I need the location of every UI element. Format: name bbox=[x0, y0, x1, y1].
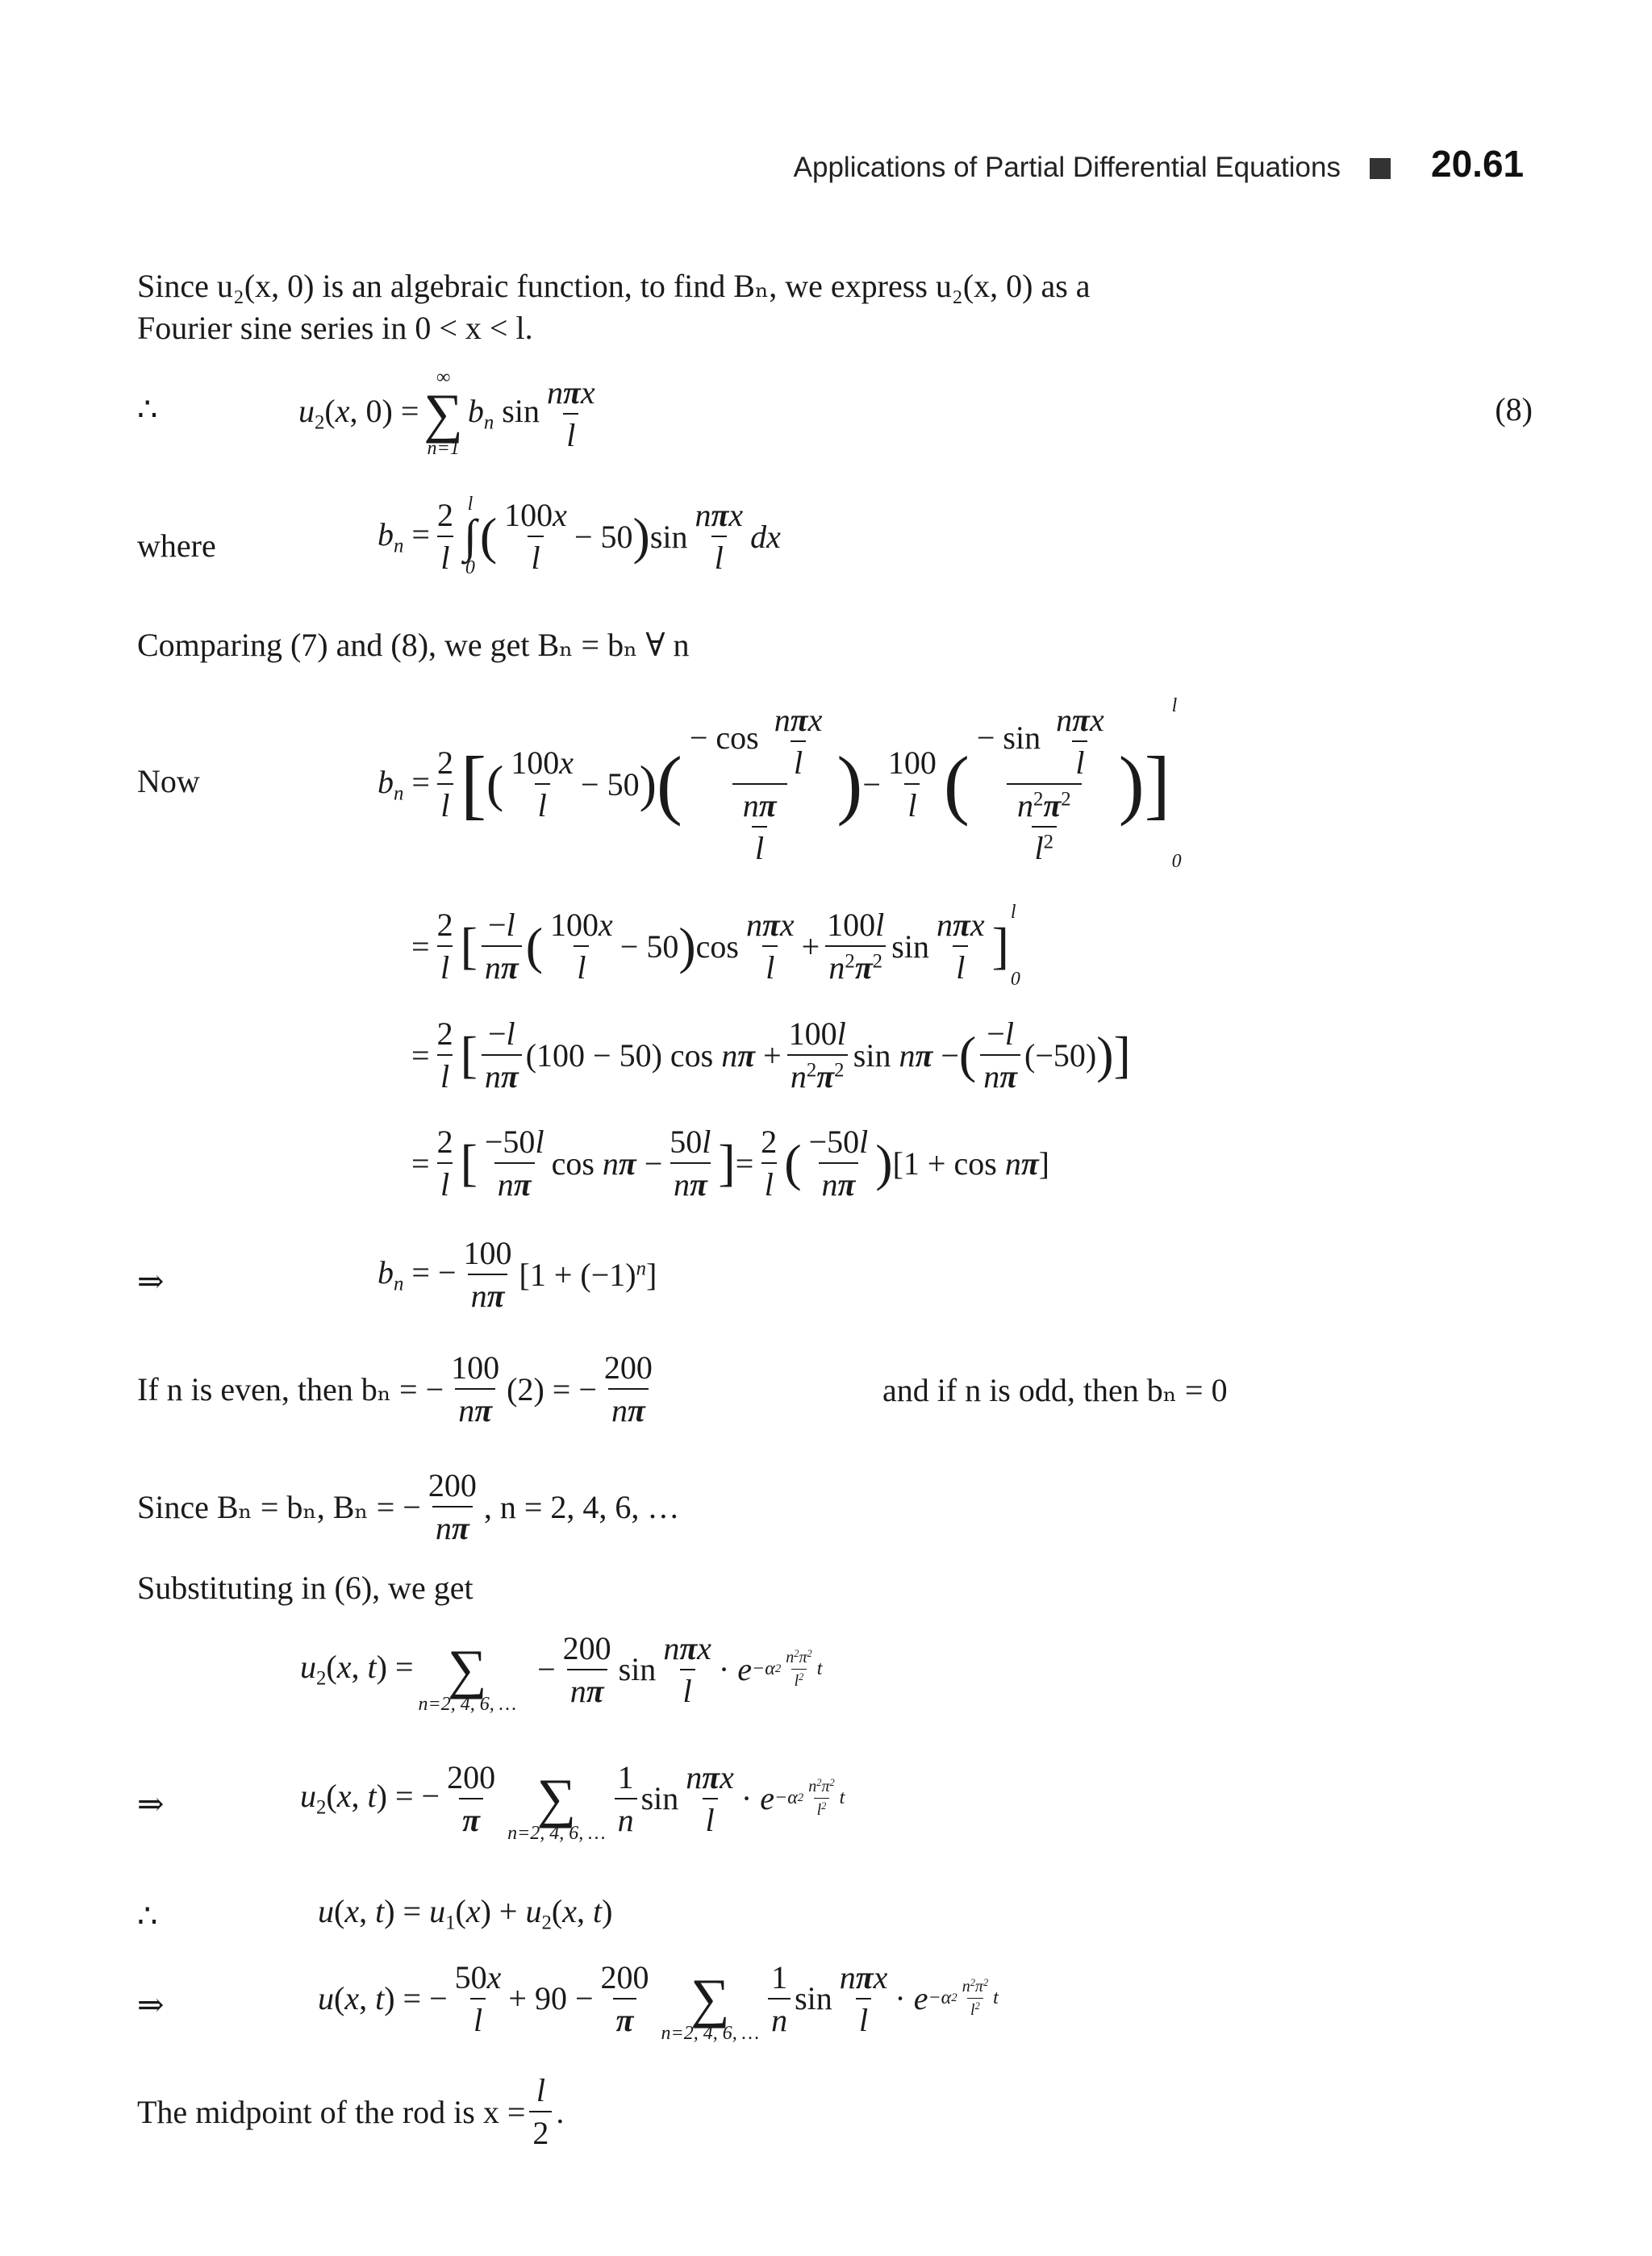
equation-bn-parts: $b_n$ = $\frac{2}{l}$ [ ( $\frac{100x}{l}$ − 50 ) ( − cos $\frac{\text{nπx}}{l}$ $\frac{n\pi}{l}$ ) − $\frac{100}{l}$ ( − sin $\frac{\text{nπx}}{l}$ $\frac{n^2\pi^2}{l^2}$ ) ] l 0 bbox=[378, 695, 1182, 872]
since-B-text: Since Bₙ = bₙ, Bₙ = − bbox=[137, 1488, 421, 1525]
equation-number-8: (8) bbox=[1495, 391, 1533, 427]
midpoint-line: The midpoint of the rod is x = $\frac{l}{2}$ . bbox=[137, 2072, 565, 2151]
if-even-text: If n is even, then bₙ = bbox=[137, 1370, 418, 1407]
equation-bn-integral: $b_n$ = $\frac{2}{l}$ l ∫ 0 ( $\frac{100x}{l}$ − 50 ) sin $\frac{\text{nπx}}{l}$ dx bbox=[378, 494, 781, 579]
intro-line-1: Since u₂(x, 0) is an algebraic function, to find Bₙ, we express u₂(x, 0) as a bbox=[137, 268, 1091, 304]
if-odd-text: and if n is odd, then bₙ = 0 bbox=[882, 1372, 1228, 1408]
now-label: Now bbox=[137, 763, 200, 799]
equation-u2-factored: $u_2(x$, t) = − $\frac{200}{\pi}$ ∑ n=2, 4, 6, … $\frac{1}{n}$ sin $\frac{\text{nπx}}{l}$ · e −α 2 $\frac{n^2\pi^2}{l^2}$ t bbox=[300, 1758, 845, 1845]
where-label: where bbox=[137, 528, 216, 564]
comparing-line: Comparing (7) and (8), we get Bₙ = bₙ ∀ n bbox=[137, 627, 690, 663]
equation-u2-series: $u_2(x$, t) = ∑ n=2, 4, 6, … − $\frac{200}{n\pi}$ sin $\frac{\text{nπx}}{l}$ · e −α 2 $\frac{n^2\pi^2}{l^2}$ t bbox=[300, 1629, 823, 1716]
therefore-symbol-1: ∴ bbox=[137, 391, 158, 427]
header-square-icon bbox=[1370, 158, 1391, 179]
equation-u-sum: u(x, $t) = u_1(x) + u_2(x$, t) bbox=[318, 1893, 613, 1934]
substituting-line: Substituting in (6), we get bbox=[137, 1570, 473, 1606]
running-title: Applications of Partial Differential Equations bbox=[793, 152, 1341, 183]
implies-symbol-3: ⇒ bbox=[137, 1987, 165, 2023]
equation-Bn: Since Bₙ = bₙ, Bₙ = − $\frac{200}{n\pi}$ , n = 2, 4, 6, … bbox=[137, 1467, 680, 1546]
equation-8: $u_2(x$, 0) = ∞ ∑ n=1 $b_n$ sin $\frac{\text{nπx}}{l}$ bbox=[298, 367, 595, 460]
equation-bn-result: $b_n$ = − $\frac{100}{n\pi}$ $[1 + (-1)^n]$ bbox=[378, 1235, 657, 1314]
equation-step-2: = $\frac{2}{l}$ [ $\frac{-l}{n\pi}$ ( $\frac{100x}{l}$ − 50 ) cos $\frac{\text{nπx}}{l}$ + $\frac{100l}{n^2\pi^2}$ sin $\frac{\text{nπx}}{l}$ ] l 0 bbox=[411, 902, 1020, 990]
equation-n-even: If n is even, then bₙ = − $\frac{100}{n\pi}$ (2) = − $\frac{200}{n\pi}$ bbox=[137, 1349, 653, 1428]
intro-line-2: Fourier sine series in 0 < x < l. bbox=[137, 310, 533, 346]
implies-symbol-1: ⇒ bbox=[137, 1263, 165, 1299]
equation-step-3: = $\frac{2}{l}$ [ $\frac{-l}{n\pi}$ (100 − 50) cos nπ + $\frac{100l}{n^2\pi^2}$ sin nπ − ( $\frac{-l}{n\pi}$ (−50) ) ] bbox=[411, 1015, 1131, 1095]
since-B-tail: , n = 2, 4, 6, … bbox=[483, 1488, 680, 1525]
equation-u-final: u(x, t) = − $\frac{50x}{l}$ + 90 − $\frac{200}{\pi}$ ∑ n=2, 4, 6, … $\frac{1}{n}$ sin $\frac{\text{nπx}}{l}$ · e −α 2 $\frac{n^2\pi^2}{l^2}$ t bbox=[318, 1958, 999, 2045]
midpoint-text: The midpoint of the rod is x = bbox=[137, 2093, 526, 2130]
page-number: 20.61 bbox=[1431, 143, 1525, 185]
equation-step-4: = $\frac{2}{l}$ [ $\frac{-50l}{n\pi}$ cos nπ − $\frac{50l}{n\pi}$ ] = $\frac{2}{l}$ ( $\frac{-50l}{n\pi}$ ) [1 + cos nπ] bbox=[411, 1124, 1049, 1203]
implies-symbol-2: ⇒ bbox=[137, 1786, 165, 1822]
therefore-symbol-2: ∴ bbox=[137, 1898, 158, 1934]
